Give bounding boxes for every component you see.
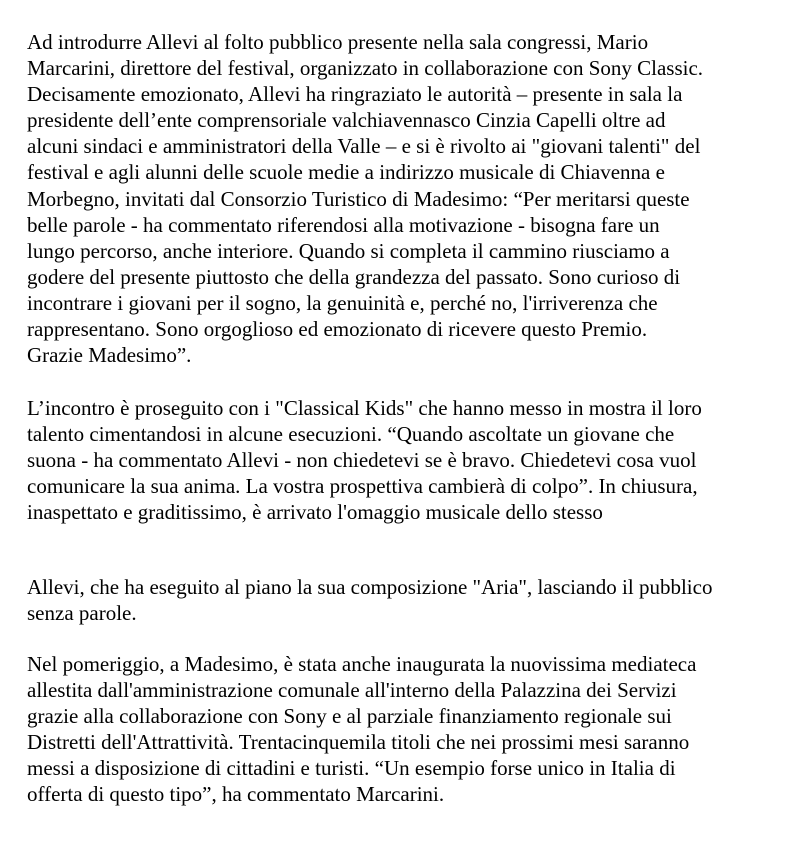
text-line: messi a disposizione di cittadini e turisti. “Un esempio forse unico in Italia di (27, 756, 676, 781)
text-line: Decisamente emozionato, Allevi ha ringraziato le autorità – presente in sala la (27, 82, 683, 107)
paragraph-aria (27, 574, 793, 626)
text-line: offerta di questo tipo”, ha commentato Marcarini. (27, 782, 445, 807)
text-line: Grazie Madesimo”. (27, 343, 192, 368)
text-line: inaspettato e graditissimo, è arrivato l'omaggio musicale dello stesso (27, 500, 603, 525)
text-line: talento cimentandosi in alcune esecuzioni. “Quando ascoltate un giovane che (27, 422, 675, 447)
text-line: senza parole. (27, 601, 137, 626)
text-line: belle parole - ha commentato riferendosi alla motivazione - bisogna fare un (27, 212, 660, 237)
text-line: alcuni sindaci e amministratori della Valle – e si è rivolto ai "giovani talenti" del (27, 134, 701, 159)
text-line: Ad introdurre Allevi al folto pubblico presente nella sala congressi, Mario (27, 30, 649, 54)
text-line: comunicare la sua anima. La vostra prospettiva cambierà di colpo”. In chiusura, (27, 474, 698, 499)
text-line: Allevi, che ha eseguito al piano la sua composizione "Aria", lasciando il pubblico (27, 575, 713, 599)
text-line: Distretti dell'Attrattività. Trentacinquemila titoli che nei prossimi mesi saranno (27, 730, 690, 755)
text-line: Marcarini, direttore del festival, organizzato in collaborazione con Sony Classic. (27, 56, 704, 81)
paragraph-classical-kids (27, 395, 793, 525)
text-line: festival e agli alunni delle scuole medie a indirizzo musicale di Chiavenna e (27, 160, 665, 185)
text-line: Morbegno, invitati dal Consorzio Turistico di Madesimo: “Per meritarsi queste (27, 186, 690, 211)
text-line: rappresentano. Sono orgoglioso ed emozionato di ricevere questo Premio. (27, 317, 648, 342)
text-line: presidente dell’ente comprensoriale valchiavennasco Cinzia Capelli oltre ad (27, 108, 666, 133)
text-line: suona - ha commentato Allevi - non chiedetevi se è bravo. Chiedetevi cosa vuol (27, 448, 697, 473)
text-line: grazie alla collaborazione con Sony e al parziale finanziamento regionale sui (27, 704, 672, 729)
text-line: godere del presente piuttosto che della grandezza del passato. Sono curioso di (27, 264, 681, 289)
text-line: incontrare i giovani per il sogno, la genuinità e, perché no, l'irriverenza che (27, 290, 658, 315)
paragraph-intro (27, 29, 793, 368)
paragraph-mediateca (27, 651, 793, 808)
text-line: lungo percorso, anche interiore. Quando si completa il cammino riusciamo a (27, 238, 670, 263)
text-line: allestita dall'amministrazione comunale all'interno della Palazzina dei Servizi (27, 678, 677, 703)
text-line: Nel pomeriggio, a Madesimo, è stata anche inaugurata la nuovissima mediateca (27, 652, 697, 676)
text-line: L’incontro è proseguito con i "Classical Kids" che hanno messo in mostra il loro (27, 396, 702, 420)
